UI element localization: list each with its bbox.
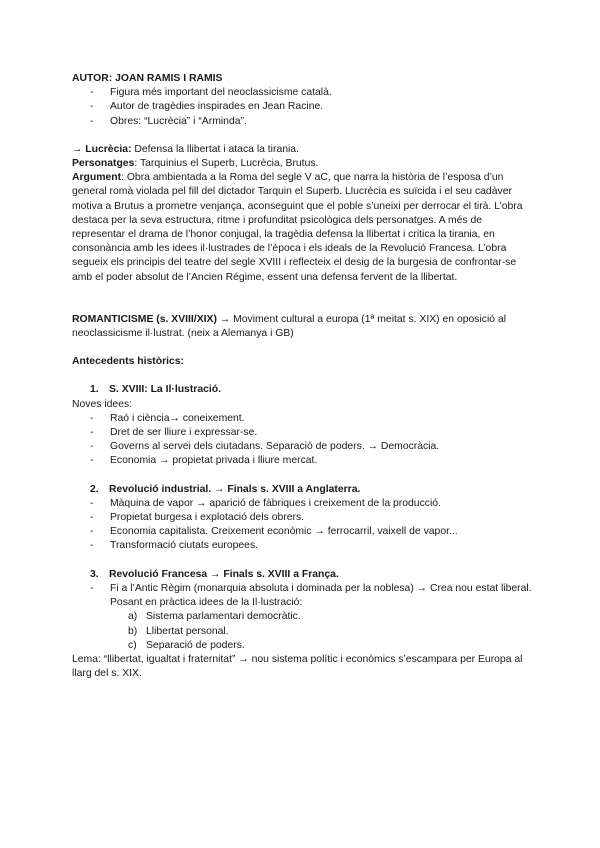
personatges-label: Personatges: [72, 158, 135, 170]
argument-text: : Obra ambientada a la Roma del segle V aC, que narra la història de l’esposa d’un general romà violada pel fill del dictador Tarquin el Superb. Llucrècia es suïcida i el seu cadàver motiva a Brutus a prometre venjança, aconseguint que el poble s’uneixi per derrocar el tirà. L’obra destaca per la seva estructura, ritme i profunditat psicològica dels personatges. A més de representar el drama de l’honor conjugal, la tragèdia defensa la llibertat i critica la tirania, en consonància amb les idees il·lustrades de l’època i els ideals de la Revolució Francesa. L’obra segueix els principis del teatre del segle XVIII i reflecteix el desig de la burgesia de confrontar-se amb el poder absolut de l’Ancien Régime, essent una defensa fervent de la llibertat.: [72, 172, 523, 283]
section-2-list: [72, 497, 532, 554]
noves-idees-label: Noves idees:: [72, 398, 133, 410]
list-item: - Economia capitalista. Creixement econòmic → ferrocarril, vaixell de vapor...: [90, 525, 532, 539]
argument-label: Argument: [72, 172, 122, 184]
list-item: - Propietat burgesa i explotació dels obrers.: [90, 511, 532, 525]
list-item: - Governs al servei dels ciutadans. Separació de poders. → Democràcia.: [90, 440, 532, 454]
antecedents-heading: Antecedents històrics:: [72, 356, 185, 368]
list-item: - Transformació ciutats europees.: [90, 539, 532, 553]
personatges-line: [72, 157, 532, 171]
sub-item-c: c) Separació de poders.: [128, 639, 245, 651]
list-item: - Obres: “Lucrècia” i “Arminda”.: [90, 115, 532, 129]
list-item: - Fi a l’Antic Règim (monarquia absoluta i dominada per la noblesa) → Crea nou estat liberal. Posant en pràctica idees de la Il·lustració:: [90, 582, 532, 610]
autor-list: [72, 86, 532, 129]
section-3-list: [72, 582, 532, 610]
autor-heading: AUTOR: JOAN RAMIS I RAMIS: [72, 73, 223, 84]
list-item: - Economia → propietat privada i lliure mercat.: [90, 454, 532, 468]
section-1-heading: 1. S. XVIII: La Il·lustració.: [90, 384, 222, 396]
sub-item-b: b) Llibertat personal.: [128, 625, 229, 637]
lucrecia-desc: Defensa la llibertat i ataca la tirania.: [131, 143, 299, 155]
section-3-heading: 3. Revolució Francesa → Finals s. XVIII a França.: [90, 568, 339, 580]
section-2-heading: 2. Revolució industrial. → Finals s. XVIII a Anglaterra.: [90, 483, 361, 495]
lema-paragraph: Lema: “llibertat, igualtat i fraternitat” → nou sistema polític i econòmics s’escampara per Europa al llarg del s. XIX.: [72, 653, 523, 680]
sub-item-a: a) Sistema parlamentari democràtic.: [128, 611, 301, 623]
list-item: - Màquina de vapor → aparició de fàbriques i creixement de la producció.: [90, 497, 532, 511]
romanticisme-text: → Moviment cultural a europa (1ª meitat s. XIX) en oposició al neoclassicisme il·lustrat. (neix a Alemanya i GB): [72, 313, 507, 340]
romanticisme-paragraph: [72, 313, 532, 341]
list-item: - Figura més important del neoclassicisme català.: [90, 86, 532, 100]
argument-paragraph: [72, 171, 532, 285]
romanticisme-heading: ROMANTICISME (s. XVIII/XIX): [72, 313, 217, 325]
section-1-list: [72, 412, 532, 469]
lucrecia-heading: → Lucrècia:: [72, 143, 132, 155]
lucrecia-line: [72, 143, 532, 157]
list-item: - Raó i ciència→ coneixement.: [90, 412, 532, 426]
list-item: - Autor de tragèdies inspirades en Jean Racine.: [90, 100, 532, 114]
personatges-text: : Tarquinius el Superb, Lucrècia, Brutus.: [134, 158, 319, 170]
document-page: [72, 72, 532, 681]
list-item: - Dret de ser lliure i expressar-se.: [90, 426, 532, 440]
